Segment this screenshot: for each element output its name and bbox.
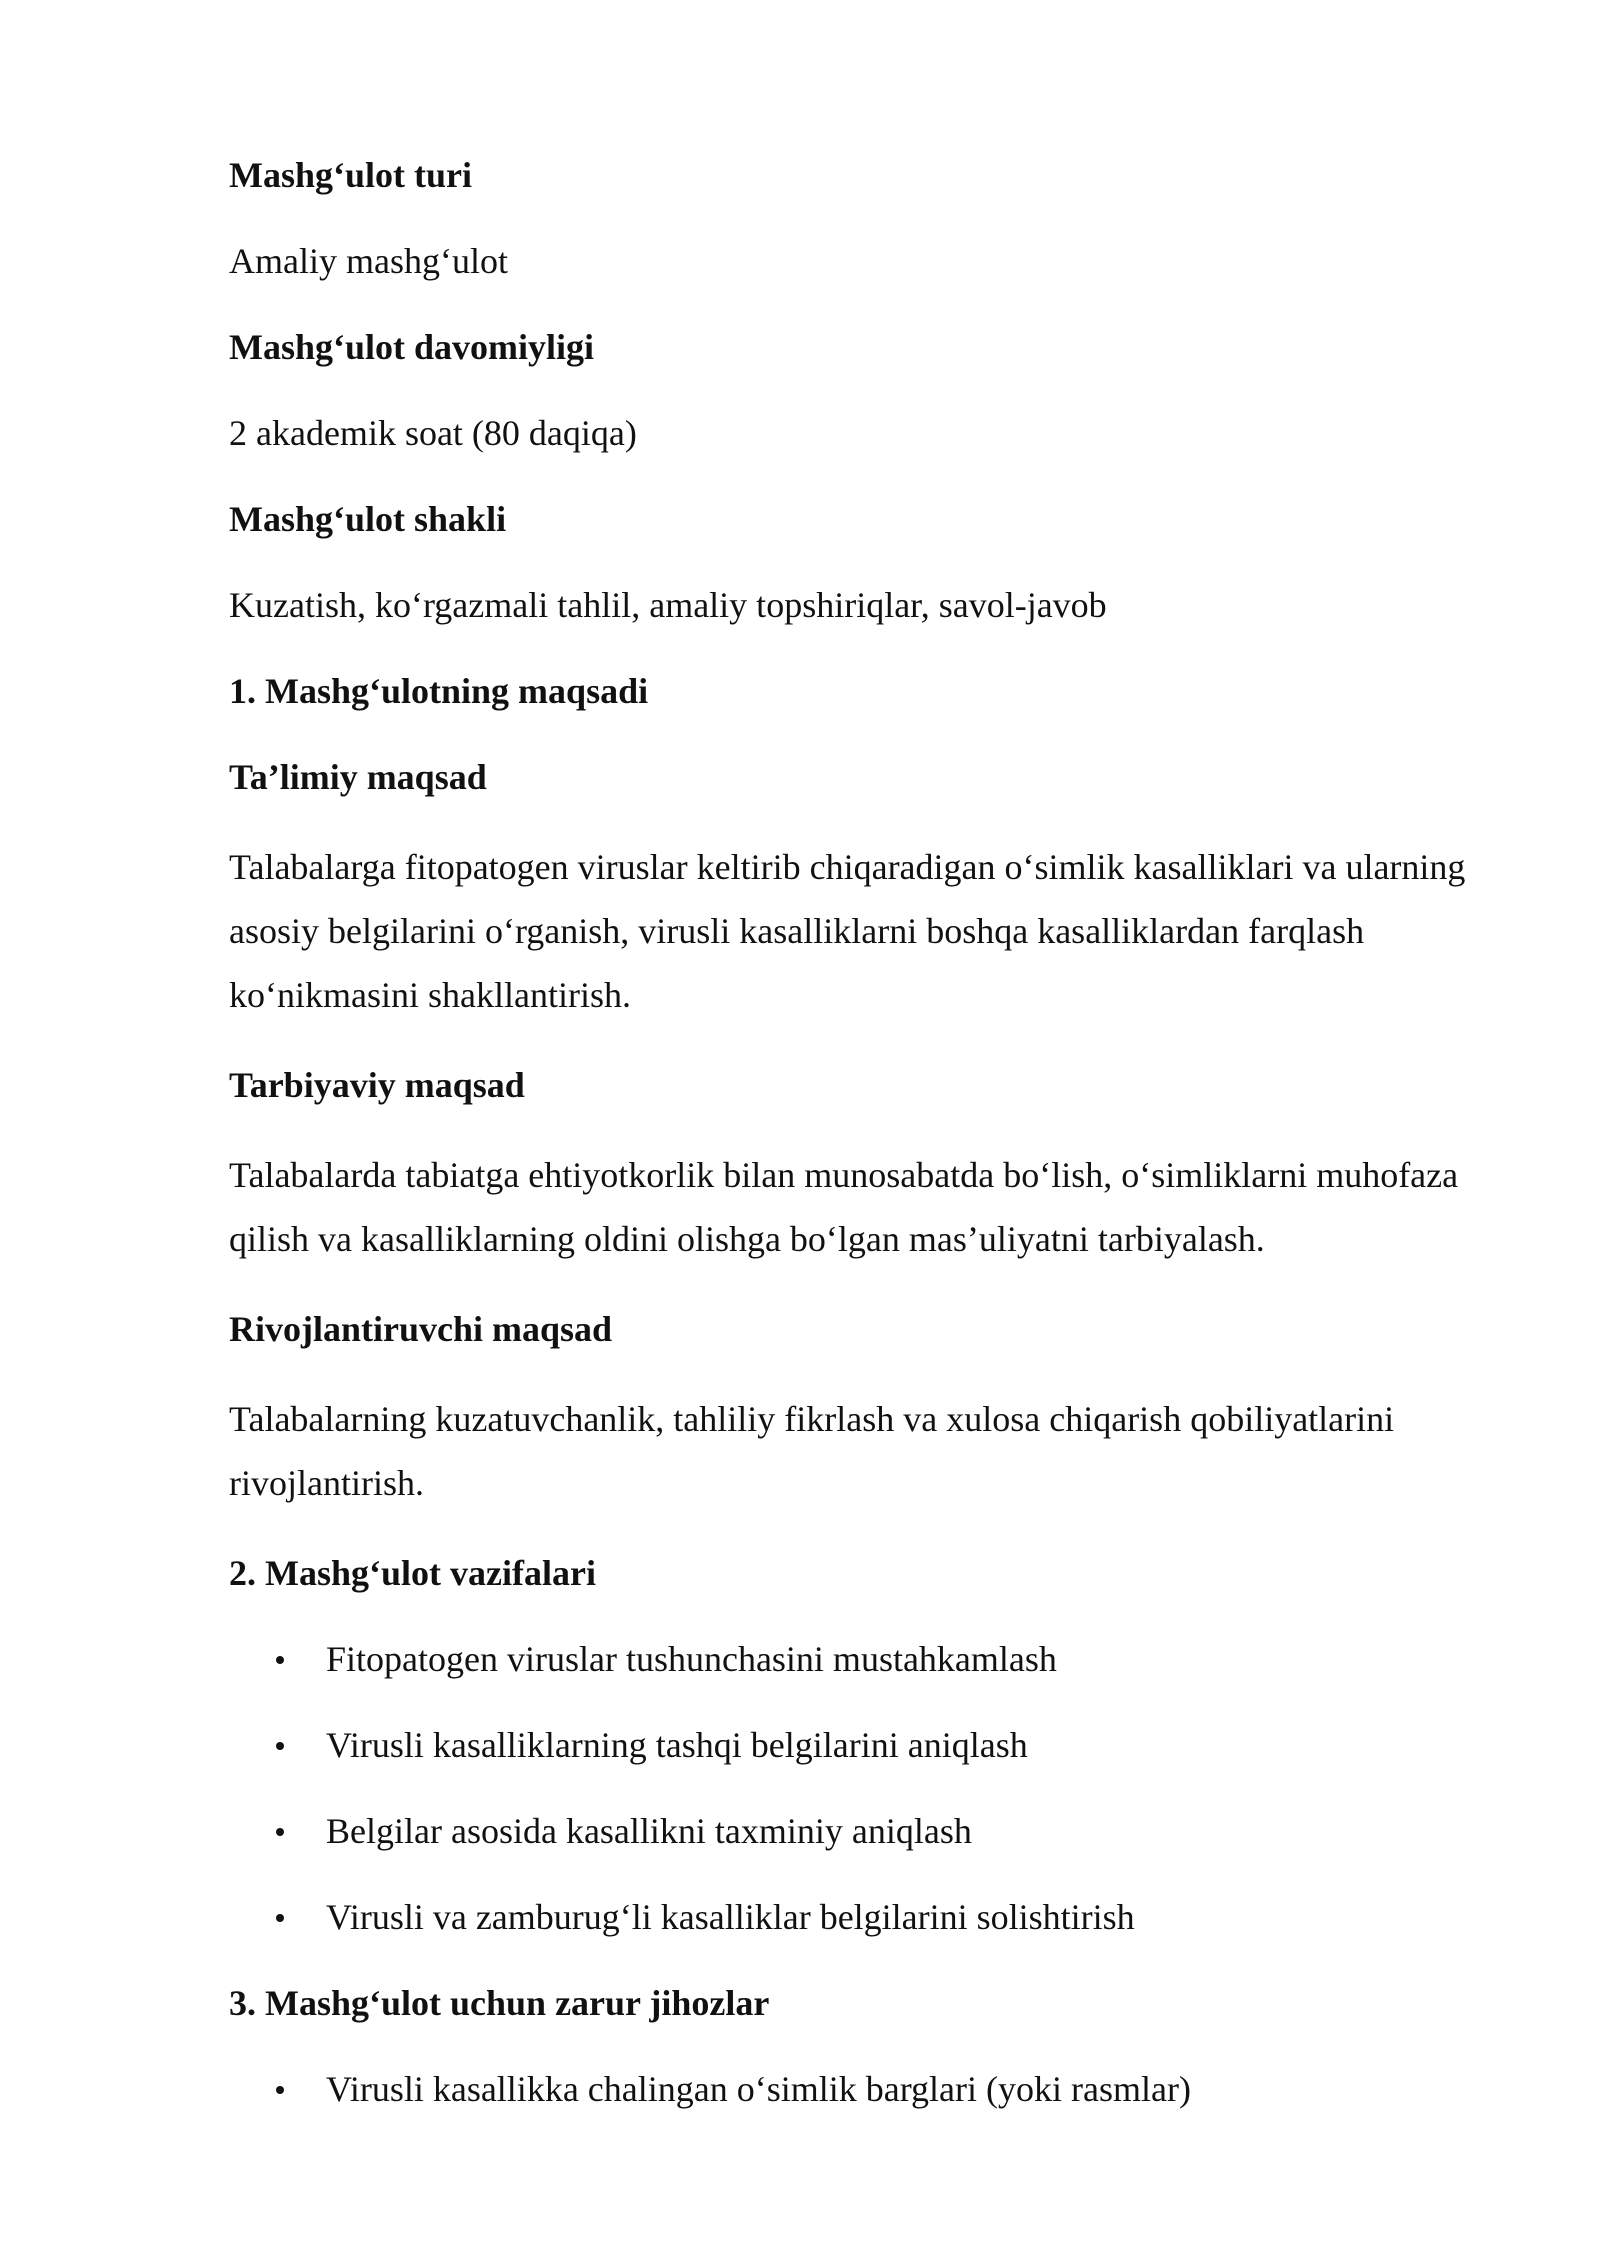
lesson-duration-value: 2 akademik soat (80 daqiqa): [229, 413, 637, 453]
lesson-type-value: Amaliy mashg‘ulot: [229, 241, 508, 281]
bullet-icon: [276, 1742, 284, 1750]
developmental-goal-text: Talabalarning kuzatuvchanlik, tahliliy fikrlash va xulosa chiqarish qobiliyatlarini rivojlantirish.: [229, 1399, 1395, 1503]
lesson-tasks-heading: 2. Mashg‘ulot vazifalari: [229, 1553, 596, 1593]
lesson-form-value: Kuzatish, ko‘rgazmali tahlil, amaliy topshiriqlar, savol-javob: [229, 585, 1107, 625]
list-item: [229, 1803, 1479, 1859]
document-content: [229, 147, 1479, 2147]
equipment-heading: 3. Mashg‘ulot uchun zarur jihozlar: [229, 1983, 770, 2023]
educational-goal-heading: Ta’limiy maqsad: [229, 757, 487, 797]
bullet-icon: [276, 1828, 284, 1836]
lesson-duration-heading: Mashg‘ulot davomiyligi: [229, 327, 595, 367]
list-item: [229, 1717, 1479, 1773]
list-item-text: Virusli kasalliklarning tashqi belgilarini aniqlash: [326, 1725, 1028, 1765]
bullet-icon: [276, 1914, 284, 1922]
educational-goal-text: Talabalarga fitopatogen viruslar keltirib chiqaradigan o‘simlik kasalliklari va ularning asosiy belgilarini o‘rganish, virusli kasalliklarni boshqa kasalliklardan farqlash ko‘nikmasini shakllantirish.: [229, 847, 1466, 1015]
bullet-icon: [276, 1656, 284, 1664]
bullet-icon: [276, 2086, 284, 2094]
list-item-text: Virusli kasallikka chalingan o‘simlik barglari (yoki rasmlar): [326, 2069, 1191, 2109]
list-item-text: Fitopatogen viruslar tushunchasini mustahkamlash: [326, 1639, 1057, 1679]
upbringing-goal-text: Talabalarda tabiatga ehtiyotkorlik bilan munosabatda bo‘lish, o‘simliklarni muhofaza qilish va kasalliklarning oldini olishga bo‘lgan mas’uliyatni tarbiyalash.: [229, 1155, 1459, 1259]
lesson-form-heading: Mashg‘ulot shakli: [229, 499, 507, 539]
list-item: [229, 1631, 1479, 1687]
list-item: [229, 1889, 1479, 1945]
lesson-type-heading: Mashg‘ulot turi: [229, 155, 472, 195]
lesson-goal-heading: 1. Mashg‘ulotning maqsadi: [229, 671, 649, 711]
lesson-tasks-list: [229, 1631, 1479, 1945]
developmental-goal-heading: Rivojlantiruvchi maqsad: [229, 1309, 613, 1349]
list-item-text: Virusli va zamburug‘li kasalliklar belgilarini solishtirish: [326, 1897, 1135, 1937]
upbringing-goal-heading: Tarbiyaviy maqsad: [229, 1065, 525, 1105]
equipment-list: [229, 2061, 1479, 2117]
list-item: [229, 2061, 1479, 2117]
list-item-text: Belgilar asosida kasallikni taxminiy aniqlash: [326, 1811, 972, 1851]
